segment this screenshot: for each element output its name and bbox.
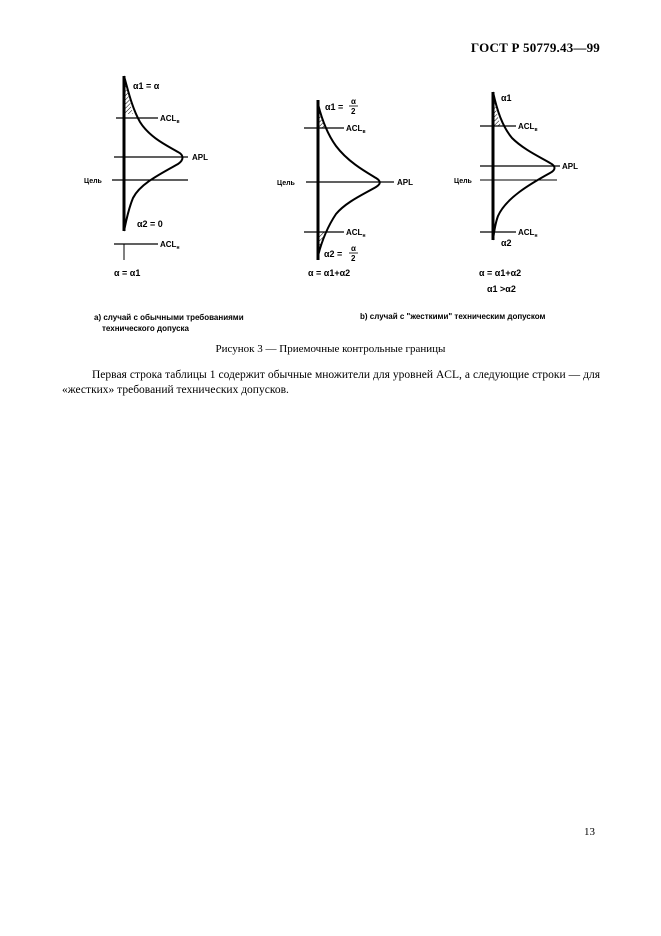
panel-2-alpha1-label: α1 =	[325, 102, 344, 112]
panel-2-acl-lower-label: $ACL_н$	[346, 228, 366, 239]
figure-title: Рисунок 3 — Приемочные контрольные границы	[215, 343, 446, 355]
panel-1-alpha1-label: α1 = α	[133, 81, 160, 91]
panel-2-diagram	[277, 97, 413, 278]
caption-a-line-2: технического допуска	[102, 324, 189, 333]
panel-1-distribution-curve	[124, 76, 183, 231]
panel-3-alpha1-label: α1	[501, 93, 512, 103]
panel-2-alpha2-fraction-numerator: α	[351, 244, 356, 253]
panel-2-alpha2-label: α2 =	[324, 249, 343, 259]
panel-1-equation: α = α1	[114, 268, 141, 278]
body-paragraph: Первая строка таблицы 1 содержит обычные множители для уровней ACL, а следующие строки — для «жестких» требований технических допусков.	[62, 369, 600, 396]
panel-1-apl-label: APL	[192, 153, 208, 162]
panel-1-target-label: Цель	[84, 178, 102, 185]
caption-a	[94, 312, 274, 334]
panel-2-target-label: Цель	[277, 180, 295, 187]
panel-2-equation: α = α1+α2	[308, 268, 351, 278]
panel-1-diagram	[84, 76, 208, 278]
panel-2-alpha1-fraction-denominator: 2	[351, 107, 356, 116]
panel-3-alpha2-label: α2	[501, 238, 512, 248]
panel-1-acl-upper-label: $ACL_в$	[160, 114, 180, 125]
caption-a-line-1: а) случай с обычными требованиями	[94, 313, 244, 322]
document-code: ГОСТ Р 50779.43—99	[470, 40, 600, 55]
panel-3-equation: α = α1+α2	[479, 268, 522, 278]
panel-3-inequality: α1 >α2	[487, 284, 516, 294]
panel-2-acl-upper-label: $ACL_в$	[346, 124, 366, 135]
caption-b: b) случай с "жесткими" техническим допуском	[360, 312, 546, 321]
panel-3-acl-upper-label: $ACL_в$	[518, 122, 538, 133]
panel-3-apl-label: APL	[562, 162, 578, 171]
panel-3-target-label: Цель	[454, 178, 472, 185]
panel-2-apl-label: APL	[397, 178, 413, 187]
acceptance-limits-figure	[0, 0, 661, 336]
panel-3-diagram	[454, 92, 578, 294]
panel-2-alpha2-fraction-denominator: 2	[351, 254, 356, 263]
page-number: 13	[584, 826, 595, 838]
panel-3-acl-lower-label: $ACL_н$	[518, 228, 538, 239]
panel-1-alpha2-label: α2 = 0	[137, 219, 163, 229]
panel-2-alpha1-fraction-numerator: α	[351, 97, 356, 106]
panel-1-acl-lower-label: $ACL_н$	[160, 240, 180, 251]
